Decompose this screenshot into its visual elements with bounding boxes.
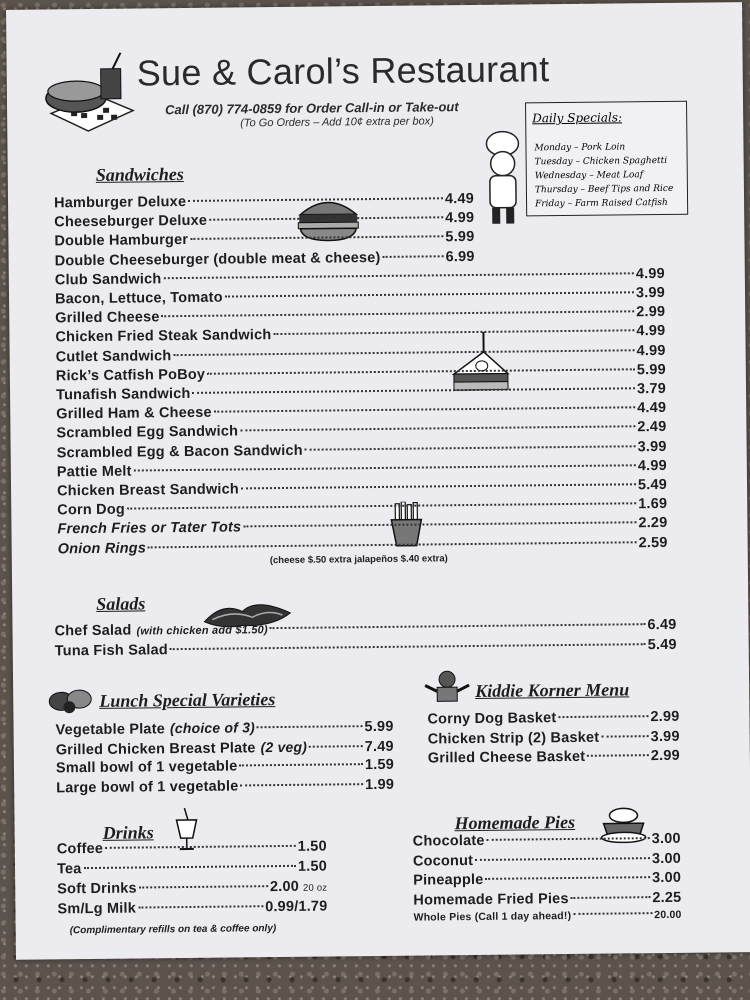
item-price: 5.49 — [637, 476, 668, 494]
sandwich-row — [56, 362, 666, 384]
sandwich-row — [56, 381, 666, 403]
salads-heading: Salads — [96, 593, 146, 614]
dot-leader — [309, 745, 363, 748]
pie-list — [6, 2, 742, 10]
daily-specials-box — [525, 101, 688, 217]
dot-leader — [485, 876, 650, 880]
dot-leader — [148, 541, 637, 548]
dot-leader — [601, 735, 648, 737]
item-name: Grilled Cheese Basket — [427, 748, 586, 767]
dot-leader — [84, 865, 296, 869]
item-price: 1.50 — [297, 858, 328, 875]
item-name: Rick’s Catfish PoBoy — [55, 366, 206, 385]
dot-leader — [273, 330, 634, 336]
item-price: 3.00 — [651, 830, 681, 848]
item-name: Onion Rings — [57, 540, 147, 557]
sandwich-row — [57, 496, 667, 518]
daily-specials-list — [534, 140, 673, 211]
sandwich-row — [54, 210, 474, 230]
salad-row — [54, 617, 676, 640]
item-price: 4.99 — [636, 342, 666, 359]
item-price: 2.49 — [637, 419, 667, 436]
item-name: Cheeseburger Deluxe — [54, 212, 208, 231]
sandwich-row — [57, 458, 667, 480]
item-price: 2.99 — [650, 708, 680, 726]
pie-row — [413, 831, 681, 850]
item-price: 4.49 — [637, 400, 667, 417]
lunch-row — [56, 737, 394, 758]
item-name: Grilled Chicken Breast Plate — [55, 739, 256, 758]
sandwich-row — [54, 229, 474, 249]
item-price: 2.25 — [652, 889, 682, 906]
pie-row — [413, 870, 681, 889]
item-price: 3.79 — [636, 380, 667, 398]
kid-character-icon — [423, 669, 471, 706]
item-name: Large bowl of 1 vegetable — [56, 777, 239, 796]
sandwich-row — [56, 419, 666, 441]
dot-leader — [163, 272, 633, 279]
sandwich-row — [55, 323, 665, 345]
item-price: 2.00 — [269, 878, 300, 896]
kiddie-row — [428, 728, 680, 747]
item-price: 6.49 — [647, 616, 677, 634]
item-price: 20.00 — [654, 908, 682, 922]
dot-leader — [257, 725, 363, 728]
sandwich-row — [57, 439, 667, 461]
lunch-list — [6, 2, 742, 10]
item-price: 7.49 — [364, 738, 394, 755]
dot-leader — [188, 197, 443, 202]
dot-leader — [139, 885, 268, 888]
dot-leader — [225, 291, 634, 297]
item-price: 5.49 — [647, 636, 677, 654]
item-price: 2.99 — [636, 304, 666, 321]
sandwich-row — [54, 191, 474, 211]
item-name: Double Cheeseburger (double meat & cheese) — [54, 249, 381, 269]
dot-leader — [162, 310, 635, 317]
sandwich-row — [56, 400, 666, 422]
item-name: Chicken Fried Steak Sandwich — [55, 327, 272, 346]
item-price: 2.59 — [638, 534, 668, 551]
special-item: Friday – Farm Raised Catfish — [535, 197, 668, 210]
dot-leader — [134, 464, 636, 471]
item-price: 1.50 — [297, 838, 327, 855]
item-price: 4.99 — [635, 265, 665, 283]
dot-leader — [571, 896, 651, 899]
restaurant-title: Sue & Carol’s Restaurant — [136, 48, 550, 94]
item-note: (2 veg) — [260, 738, 308, 755]
item-name: Corn Dog — [57, 501, 126, 519]
item-price: 5.99 — [445, 229, 475, 246]
dot-leader — [173, 349, 634, 356]
item-name: Corny Dog Basket — [427, 710, 557, 728]
item-price: 3.00 — [651, 850, 682, 867]
item-name: Pineapple — [413, 871, 484, 889]
item-name: Pattie Melt — [56, 463, 132, 481]
item-note: (with chicken add $1.50) — [136, 624, 268, 638]
dot-leader — [305, 445, 636, 450]
item-price: 6.99 — [445, 248, 475, 265]
item-price: 4.99 — [637, 457, 667, 475]
item-price: 5.99 — [364, 718, 394, 736]
dot-leader — [190, 236, 443, 241]
dot-leader — [239, 763, 363, 766]
item-name: Chicken Strip (2) Basket — [427, 729, 600, 747]
drink-row — [57, 879, 327, 898]
dot-leader — [127, 502, 636, 509]
phone-line: Call (870) 774-0859 for Order Call-in or Take-out — [164, 99, 459, 118]
special-item: Wednesday – Meat Loaf — [534, 170, 644, 182]
item-name: Vegetable Plate — [55, 721, 166, 739]
dot-leader — [214, 406, 635, 412]
dot-leader — [241, 483, 636, 489]
special-item: Tuesday – Chicken Spaghetti — [534, 155, 668, 168]
dot-leader — [170, 643, 646, 650]
item-name: Scrambled Egg Sandwich — [56, 423, 239, 442]
item-price: 4.49 — [444, 190, 475, 208]
dot-leader — [209, 216, 443, 220]
salad-row — [55, 637, 677, 660]
item-name: Bacon, Lettuce, Tomato — [54, 289, 223, 308]
item-price: 1.59 — [364, 756, 395, 774]
dot-leader — [487, 837, 650, 841]
item-note: (choice of 3) — [169, 719, 256, 737]
daily-specials-heading: Daily Specials: — [532, 110, 623, 126]
item-name: Cutlet Sandwich — [55, 347, 172, 365]
sandwich-row — [56, 343, 666, 365]
salad-list — [6, 2, 742, 10]
item-name: Coconut — [412, 852, 474, 870]
vegetables-icon — [47, 685, 95, 716]
sandwich-row — [57, 477, 667, 499]
drink-row — [57, 899, 327, 918]
dot-leader — [475, 857, 650, 861]
dot-leader — [240, 426, 635, 432]
special-item: Thursday – Beef Tips and Rice — [534, 183, 674, 196]
kiddie-heading: Kiddie Korner Menu — [475, 679, 630, 701]
item-name: French Fries or Tater Tots — [57, 519, 242, 538]
item-name: Sm/Lg Milk — [57, 900, 137, 918]
sandwich-row — [55, 266, 665, 288]
item-price: 2.29 — [638, 515, 668, 532]
dot-leader — [207, 368, 635, 374]
item-name: Soft Drinks — [57, 880, 137, 898]
sandwiches-heading: Sandwiches — [95, 164, 184, 185]
drink-list — [6, 2, 742, 10]
item-name: Chef Salad — [54, 622, 132, 640]
item-name: Chicken Breast Sandwich — [56, 481, 240, 500]
sandwich-row — [57, 515, 667, 537]
item-price: 1.69 — [638, 496, 668, 513]
item-price: 1.99 — [365, 776, 395, 793]
extras-note: (cheese $.50 extra jalapeños $.40 extra) — [269, 553, 448, 567]
item-name: Small bowl of 1 vegetable — [55, 758, 238, 777]
lunch-heading: Lunch Special Varieties — [99, 689, 276, 711]
item-name: Grilled Cheese — [55, 309, 160, 327]
item-price: 0.99/1.79 — [265, 898, 328, 916]
dot-leader — [138, 905, 263, 908]
item-price: 4.99 — [445, 210, 475, 227]
item-name: Tea — [56, 861, 82, 878]
drinks-heading: Drinks — [102, 822, 154, 843]
to-go-note: (To Go Orders – Add 10¢ extra per box) — [240, 115, 434, 130]
item-price: 2.99 — [650, 747, 680, 765]
item-price: 5.99 — [636, 361, 666, 379]
dot-leader — [558, 715, 648, 718]
item-price: 3.99 — [635, 284, 666, 302]
sandwich-row — [58, 535, 668, 557]
drink-row — [57, 839, 327, 858]
sandwich-row — [55, 249, 475, 269]
lunch-row — [55, 718, 393, 739]
dot-leader — [270, 623, 646, 629]
sandwich-row — [55, 285, 665, 307]
chef-icon — [477, 129, 528, 230]
pies-heading: Homemade Pies — [454, 811, 576, 834]
kiddie-list — [6, 2, 742, 10]
sandwich-list — [6, 2, 742, 10]
lunch-row — [56, 757, 394, 777]
item-price: 3.99 — [637, 438, 667, 455]
special-item: Monday – Pork Loin — [534, 142, 626, 154]
dot-leader — [243, 522, 636, 528]
pie-row — [413, 889, 681, 908]
dot-leader — [105, 845, 296, 849]
dot-leader — [573, 912, 652, 915]
item-name: Grilled Ham & Cheese — [56, 404, 212, 423]
dot-leader — [240, 783, 363, 786]
pie-row — [413, 850, 681, 869]
item-name: Tuna Fish Salad — [54, 642, 168, 660]
drink-row — [57, 859, 327, 878]
item-name: Chocolate — [412, 832, 485, 850]
item-price: 3.99 — [650, 728, 680, 745]
kiddie-row — [427, 709, 679, 728]
pie-row — [413, 909, 681, 924]
item-name: Scrambled Egg & Bacon Sandwich — [56, 442, 303, 461]
item-name: Double Hamburger — [54, 232, 189, 250]
dot-leader — [382, 255, 443, 258]
item-price: 4.99 — [636, 323, 666, 340]
item-size-note: 20 oz — [302, 882, 328, 894]
refill-note: (Complimentary refills on tea & coffee only) — [69, 923, 277, 937]
lunch-row — [56, 776, 394, 796]
item-price: 3.00 — [652, 869, 682, 887]
item-name: Hamburger Deluxe — [53, 193, 187, 212]
dot-leader — [587, 754, 649, 757]
item-name: Homemade Fried Pies — [413, 890, 569, 909]
item-name: Club Sandwich — [54, 271, 162, 289]
dot-leader — [192, 387, 635, 394]
sandwich-row — [55, 304, 665, 326]
item-name: Tunafish Sandwich — [55, 385, 191, 404]
item-name: Whole Pies (Call 1 day ahead!) — [413, 909, 572, 924]
item-name: Coffee — [56, 840, 104, 858]
kiddie-row — [428, 748, 680, 767]
menu-page — [6, 2, 750, 960]
sandwich-drink-logo-icon — [40, 53, 136, 134]
